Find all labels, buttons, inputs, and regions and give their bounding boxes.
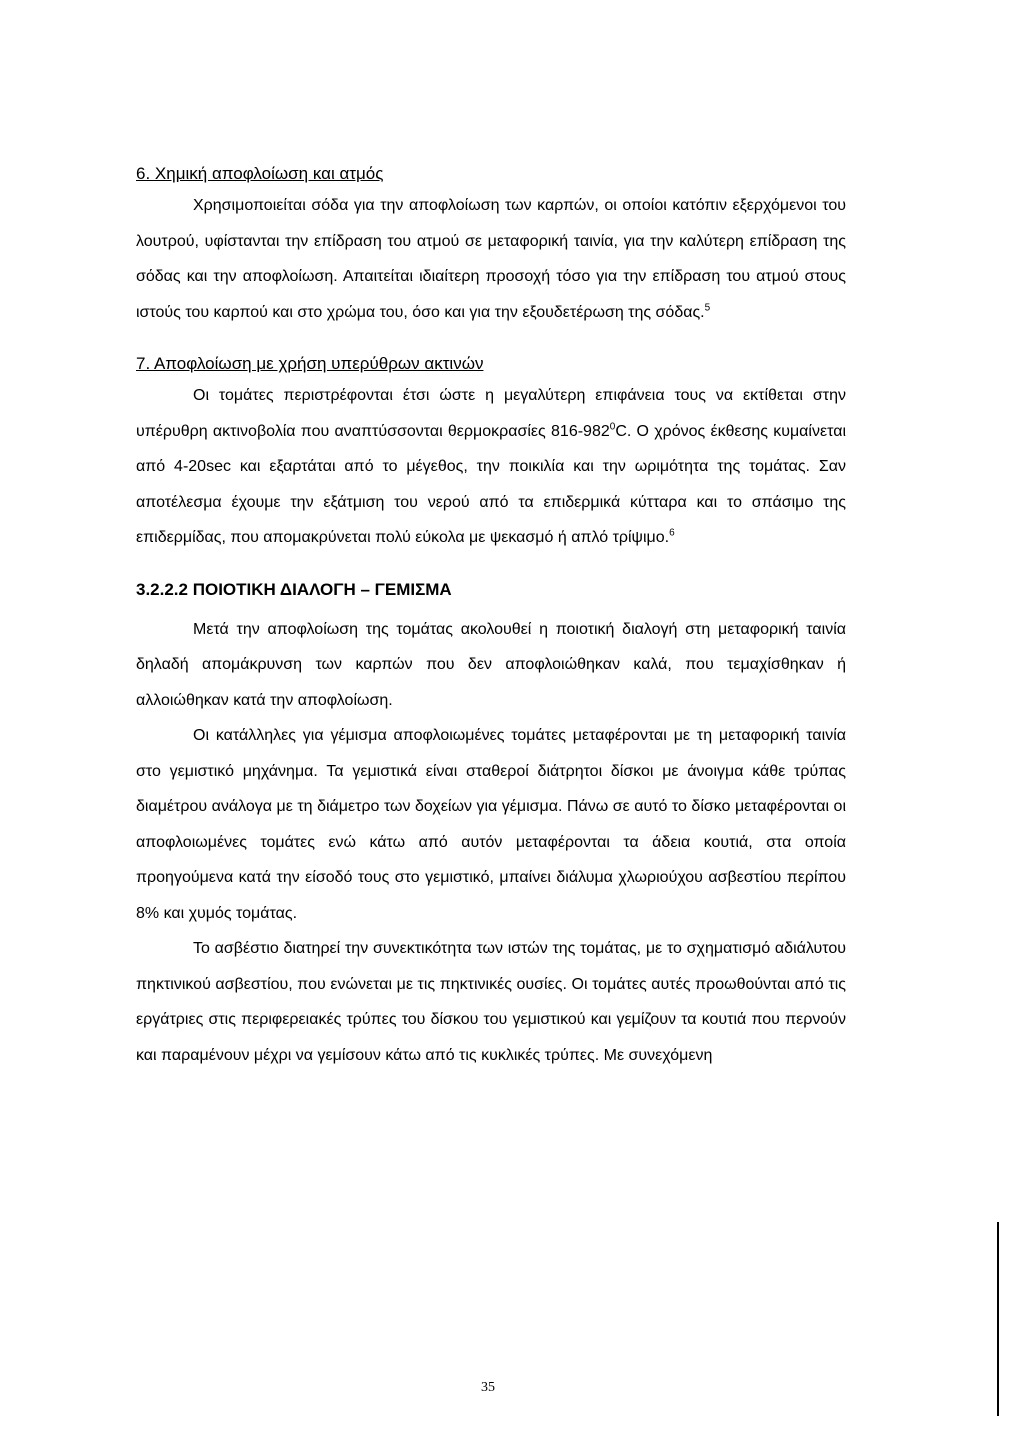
- degree-superscript: 0: [609, 421, 616, 433]
- footnote-ref-5: 5: [704, 302, 711, 314]
- document-body: [136, 160, 846, 1073]
- section-3222-paragraph-1: Μετά την αποφλοίωση της τομάτας ακολουθεί η ποιοτική διαλογή στη μεταφορική ταινία δηλαδή απομάκρυνση των καρπών που δεν αποφλοιώθηκαν καλά, που τεμαχίσθηκαν ή αλλοιώθηκαν κατά την αποφλοίωση.: [136, 620, 846, 709]
- section-7-text-part1: Οι τομάτες περιστρέφονται έτσι ώστε η μεγαλύτερη επιφάνεια τους να εκτίθεται στην υπέρυθρη ακτινοβολία που αναπτύσσονται θερμοκρασίες 816-982: [136, 387, 846, 440]
- page-number: 35: [481, 1380, 495, 1395]
- section-7-paragraph: [136, 378, 846, 556]
- footnote-ref-6: 6: [669, 527, 675, 539]
- section-7-heading: 7. Αποφλοίωση με χρήση υπερύθρων ακτινών: [136, 354, 484, 373]
- section-3222-heading: 3.2.2.2 ΠΟΙΟΤΙΚΗ ΔΙΑΛΟΓΗ – ΓΕΜΙΣΜΑ: [136, 579, 452, 599]
- section-3222-paragraph-3: Το ασβέστιο διατηρεί την συνεκτικότητα των ιστών της τομάτας, με το σχηματισμό αδιάλυτου πηκτινικού ασβεστίου, που ενώνεται με τις πηκτινικές ουσίες. Οι τομάτες αυτές προωθούνται από τις εργάτριες στις περιφερειακές τρύπες του δίσκου του γεμιστικού και γεμίζουν τα κουτιά που περνούν και παραμένουν μέχρι να γεμίσουν κάτω από τις κυκλικές τρύπες. Με συνεχόμενη: [136, 940, 846, 1064]
- section-6-text: Χρησιμοποιείται σόδα για την αποφλοίωση των καρπών, οι οποίοι κατόπιν εξερχόμενοι του λουτρού, υφίστανται την επίδραση του ατμού σε μεταφορική ταινία, για την καλύτερη επίδραση της σόδας και την αποφλοίωση. Απαιτείται ιδιαίτερη προσοχή τόσο για την επίδραση του ατμού στους ιστούς του καρπού και στο χρώμα του, όσο και για την εξουδετέρωση της σόδας.: [136, 197, 846, 321]
- margin-line: [997, 1222, 999, 1416]
- section-6-paragraph: [136, 188, 846, 330]
- section-7-text-part2: C. Ο χρόνος έκθεσης κυμαίνεται από 4-20sec και εξαρτάται από το μέγεθος, την ποικιλία και την ωριμότητα της τομάτας. Σαν αποτέλεσμα έχουμε την εξάτμιση του νερού από τα επιδερμικά κύτταρα και το σπάσιμο της επιδερμίδας, που απομακρύνεται πολύ εύκολα με ψεκασμό ή απλό τρίψιμο.: [136, 422, 847, 546]
- section-3222-paragraph-2: Οι κατάλληλες για γέμισμα αποφλοιωμένες τομάτες μεταφέρονται με τη μεταφορική ταινία στο γεμιστικό μηχάνημα. Τα γεμιστικά είναι σταθεροί διάτρητοι δίσκοι με άνοιγμα κάθε τρύπας διαμέτρου ανάλογα με τη διάμετρο των δοχείων για γέμισμα. Πάνω σε αυτό το δίσκο μεταφέρονται οι αποφλοιωμένες τομάτες ενώ κάτω από αυτόν μεταφέρονται τα άδεια κουτιά, στα οποία προηγούμενα κατά την είσοδό τους στο γεμιστικό, μπαίνει διάλυμα χλωριούχου ασβεστίου περίπου 8% και χυμός τομάτας.: [136, 727, 846, 922]
- section-6-heading: 6. Χημική αποφλοίωση και ατμός: [136, 164, 384, 183]
